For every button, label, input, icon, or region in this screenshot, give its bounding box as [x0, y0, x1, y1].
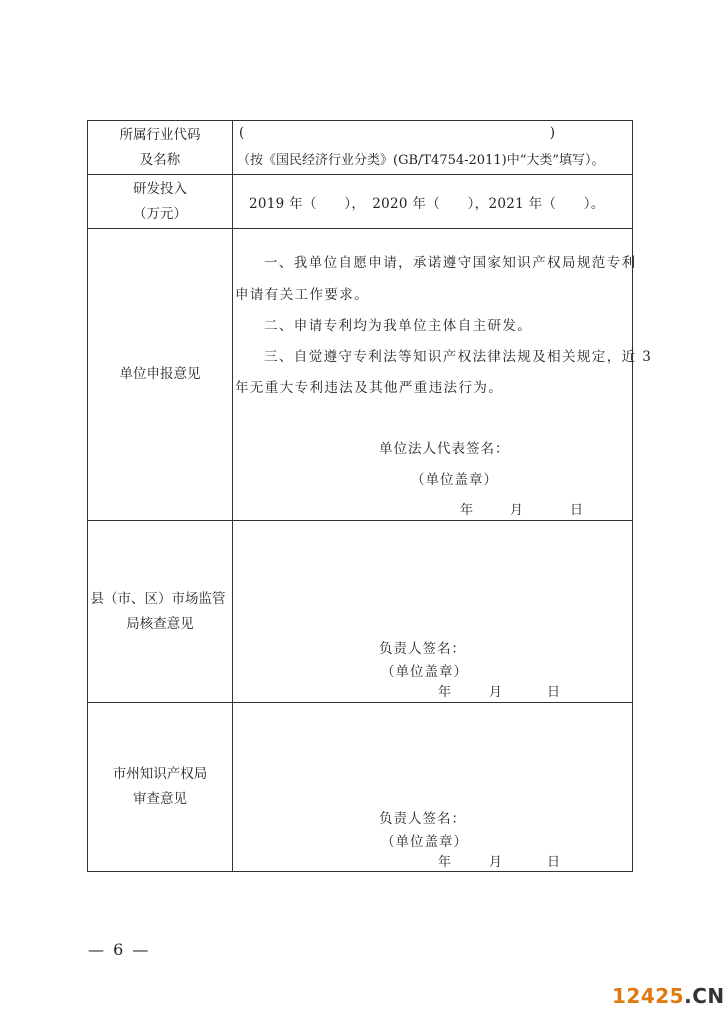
- industry-row: [88, 121, 633, 175]
- declaration-day: 日: [570, 503, 584, 518]
- declaration-content-cell: [233, 229, 653, 521]
- application-form-table: [87, 120, 653, 872]
- declaration-p1-line2: 申请有关工作要求。: [235, 287, 370, 303]
- rd-label-cell: [88, 175, 233, 229]
- county-day: 日: [547, 685, 561, 700]
- city-review-row: [88, 703, 633, 872]
- city-year: 年: [438, 855, 452, 870]
- city-label-line2: 审查意见: [133, 791, 187, 807]
- declaration-p1-line1: 一、我单位自愿申请，承诺遵守国家知识产权局规范专利: [264, 255, 637, 271]
- city-day: 日: [547, 855, 561, 870]
- industry-open-paren: (: [239, 125, 245, 141]
- industry-label-cell: [88, 121, 233, 175]
- rd-content-cell[interactable]: [233, 175, 633, 229]
- industry-label-line2: 及名称: [139, 151, 181, 168]
- county-label-line1: 县（市、区）市场监管: [90, 590, 226, 607]
- industry-close-paren: ): [549, 125, 555, 141]
- declaration-label: 单位申报意见: [119, 366, 201, 382]
- city-label-cell: [88, 703, 233, 872]
- city-label-line1: 市州知识产权局: [112, 766, 208, 782]
- declaration-year: 年: [460, 503, 474, 518]
- county-month: 月: [489, 685, 503, 700]
- declaration-signature: 单位法人代表签名：: [379, 441, 510, 457]
- rd-label-line1: 研发投入: [133, 180, 187, 197]
- county-signature: 负责人签名：: [379, 641, 466, 657]
- city-month: 月: [489, 855, 503, 870]
- rd-values: 2019 年（ ）， 2020 年（ ），2021 年（ ）。: [249, 196, 605, 212]
- industry-content-cell[interactable]: [233, 121, 633, 175]
- industry-label-line1: 所属行业代码: [119, 126, 201, 143]
- declaration-month: 月: [510, 503, 524, 518]
- declaration-p2: 二、申请专利均为我单位主体自主研发。: [264, 318, 533, 334]
- county-review-row: [88, 521, 633, 703]
- declaration-row: [88, 229, 633, 521]
- watermark-text: 12425: [612, 984, 685, 1008]
- county-seal: （单位盖章）: [381, 664, 468, 680]
- site-watermark: [612, 984, 725, 1008]
- rd-label-line2: （万元）: [133, 205, 187, 222]
- declaration-p3-line1: 三、自觉遵守专利法等知识产权法律法规及相关规定，近 3: [264, 349, 653, 365]
- industry-note: （按《国民经济行业分类》(GB/T4754-2011)中“大类”填写）。: [237, 153, 605, 168]
- declaration-p3-line2: 年无重大专利违法及其他严重违法行为。: [235, 380, 504, 396]
- county-label-line2: 局核查意见: [126, 615, 194, 632]
- declaration-seal: （单位盖章）: [411, 472, 498, 488]
- rd-investment-row: [88, 175, 633, 229]
- county-label-cell: [88, 521, 233, 703]
- declaration-label-cell: [88, 229, 233, 521]
- city-seal: （单位盖章）: [381, 834, 468, 850]
- watermark-tld: .CN: [684, 984, 725, 1008]
- city-content-cell[interactable]: [233, 703, 633, 872]
- county-year: 年: [438, 685, 452, 700]
- city-signature: 负责人签名：: [379, 811, 466, 827]
- page-number: — 6 —: [88, 940, 151, 959]
- county-content-cell[interactable]: [233, 521, 633, 703]
